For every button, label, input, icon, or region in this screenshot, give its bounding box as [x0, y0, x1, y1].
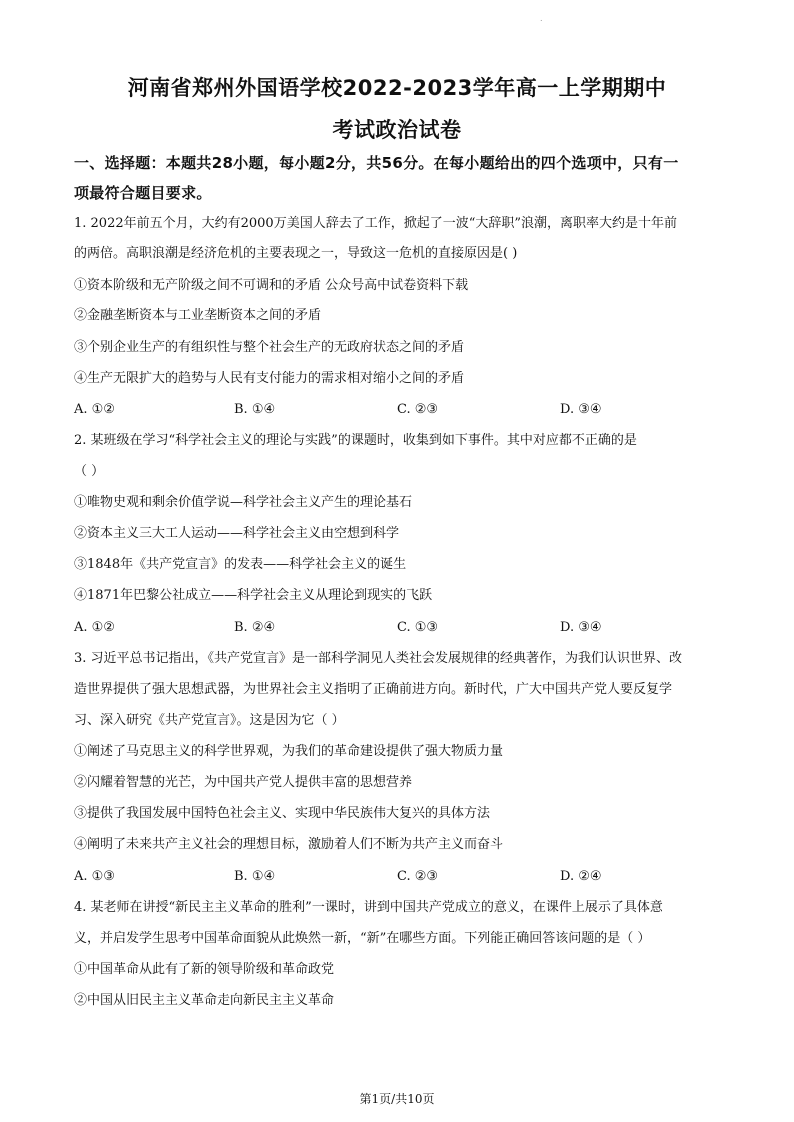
q1-item-4: ④生产无限扩大的趋势与人民有支付能力的需求相对缩小之间的矛盾: [74, 371, 465, 386]
q3-option-d[interactable]: D. ②④: [560, 869, 602, 884]
q1-stem-line2: 的两倍。高职浪潮是经济危机的主要表现之一，导致这一危机的直接原因是( ): [74, 246, 518, 261]
q2-item-4: ④1871年巴黎公社成立——科学社会主义从理论到现实的飞跃: [74, 588, 433, 603]
q1-item-3: ③个别企业生产的有组织性与整个社会生产的无政府状态之间的矛盾: [74, 340, 465, 355]
exam-title-line2: 考试政治试卷: [332, 118, 462, 142]
q3-stem-line3: 习、深入研究《共产党宣言》。这是因为它（ ）: [74, 713, 345, 728]
q3-stem-line1: 3. 习近平总书记指出，《共产党宣言》是一部科学洞见人类社会发展规律的经典著作，为我们认识世界、改: [74, 651, 683, 666]
q4-item-2: ②中国从旧民主主义革命走向新民主主义革命: [74, 993, 335, 1008]
q1-option-b[interactable]: B. ①④: [234, 402, 276, 417]
q3-option-a[interactable]: A. ①③: [74, 869, 115, 884]
q2-option-d[interactable]: D. ③④: [560, 620, 602, 635]
q1-option-c[interactable]: C. ②③: [397, 402, 439, 417]
section-heading-line1: 一、选择题：本题共28小题，每小题2分，共56分。在每小题给出的四个选项中，只有一: [74, 154, 679, 172]
q2-item-2: ②资本主义三大工人运动——科学社会主义由空想到科学: [74, 526, 400, 541]
q4-item-1: ①中国革命从此有了新的领导阶级和革命政党: [74, 962, 335, 977]
q3-item-2: ②闪耀着智慧的光芒，为中国共产党人提供丰富的思想营养: [74, 775, 413, 790]
q2-stem-line2: （ ）: [74, 464, 105, 479]
q4-stem-line2: 义，并启发学生思考中国革命面貌从此焕然一新，“新”在哪些方面。下列能正确回答该问题的是（ ）: [74, 931, 651, 946]
q1-option-a[interactable]: A. ①②: [74, 402, 115, 417]
q4-stem-line1: 4. 某老师在讲授“新民主主义革命的胜利”一课时，讲到中国共产党成立的意义，在课件上展示了具体意: [74, 900, 663, 915]
page-footer: 第1页/共10页: [359, 1092, 435, 1106]
q2-item-1: ①唯物史观和剩余价值学说—科学社会主义产生的理论基石: [74, 495, 413, 510]
q3-option-b[interactable]: B. ①④: [234, 869, 276, 884]
q2-option-b[interactable]: B. ②④: [234, 620, 276, 635]
q1-option-d[interactable]: D. ③④: [560, 402, 602, 417]
page-dot: .: [540, 14, 543, 23]
q3-item-3: ③提供了我国发展中国特色社会主义、实现中华民族伟大复兴的具体方法: [74, 806, 491, 821]
section-heading-line2: 项最符合题目要求。: [74, 184, 212, 202]
q2-stem-line1: 2. 某班级在学习“科学社会主义的理论与实践”的课题时，收集到如下事件。其中对应都不正确的是: [74, 433, 637, 448]
q3-item-4: ④阐明了未来共产主义社会的理想目标，激励着人们不断为共产主义而奋斗: [74, 837, 504, 852]
q2-option-a[interactable]: A. ①②: [74, 620, 115, 635]
q2-option-c[interactable]: C. ①③: [397, 620, 439, 635]
q1-item-2: ②金融垄断资本与工业垄断资本之间的矛盾: [74, 308, 322, 323]
q2-item-3: ③1848年《共产党宣言》的发表——科学社会主义的诞生: [74, 557, 407, 572]
q3-option-c[interactable]: C. ②③: [397, 869, 439, 884]
q3-item-1: ①阐述了马克思主义的科学世界观，为我们的革命建设提供了强大物质力量: [74, 744, 504, 759]
exam-title-line1: 河南省郑州外国语学校2022-2023学年高一上学期期中: [127, 76, 667, 100]
q1-item-1: ①资本阶级和无产阶级之间不可调和的矛盾 公众号高中试卷资料下载: [74, 278, 469, 293]
q1-stem-line1: 1. 2022年前五个月，大约有2000万美国人辞去了工作，掀起了一波“大辞职”浪潮，离职率大约是十年前: [74, 216, 677, 231]
q3-stem-line2: 造世界提供了强大思想武器，为世界社会主义指明了正确前进方向。新时代，广大中国共产党人要反复学: [74, 682, 673, 697]
